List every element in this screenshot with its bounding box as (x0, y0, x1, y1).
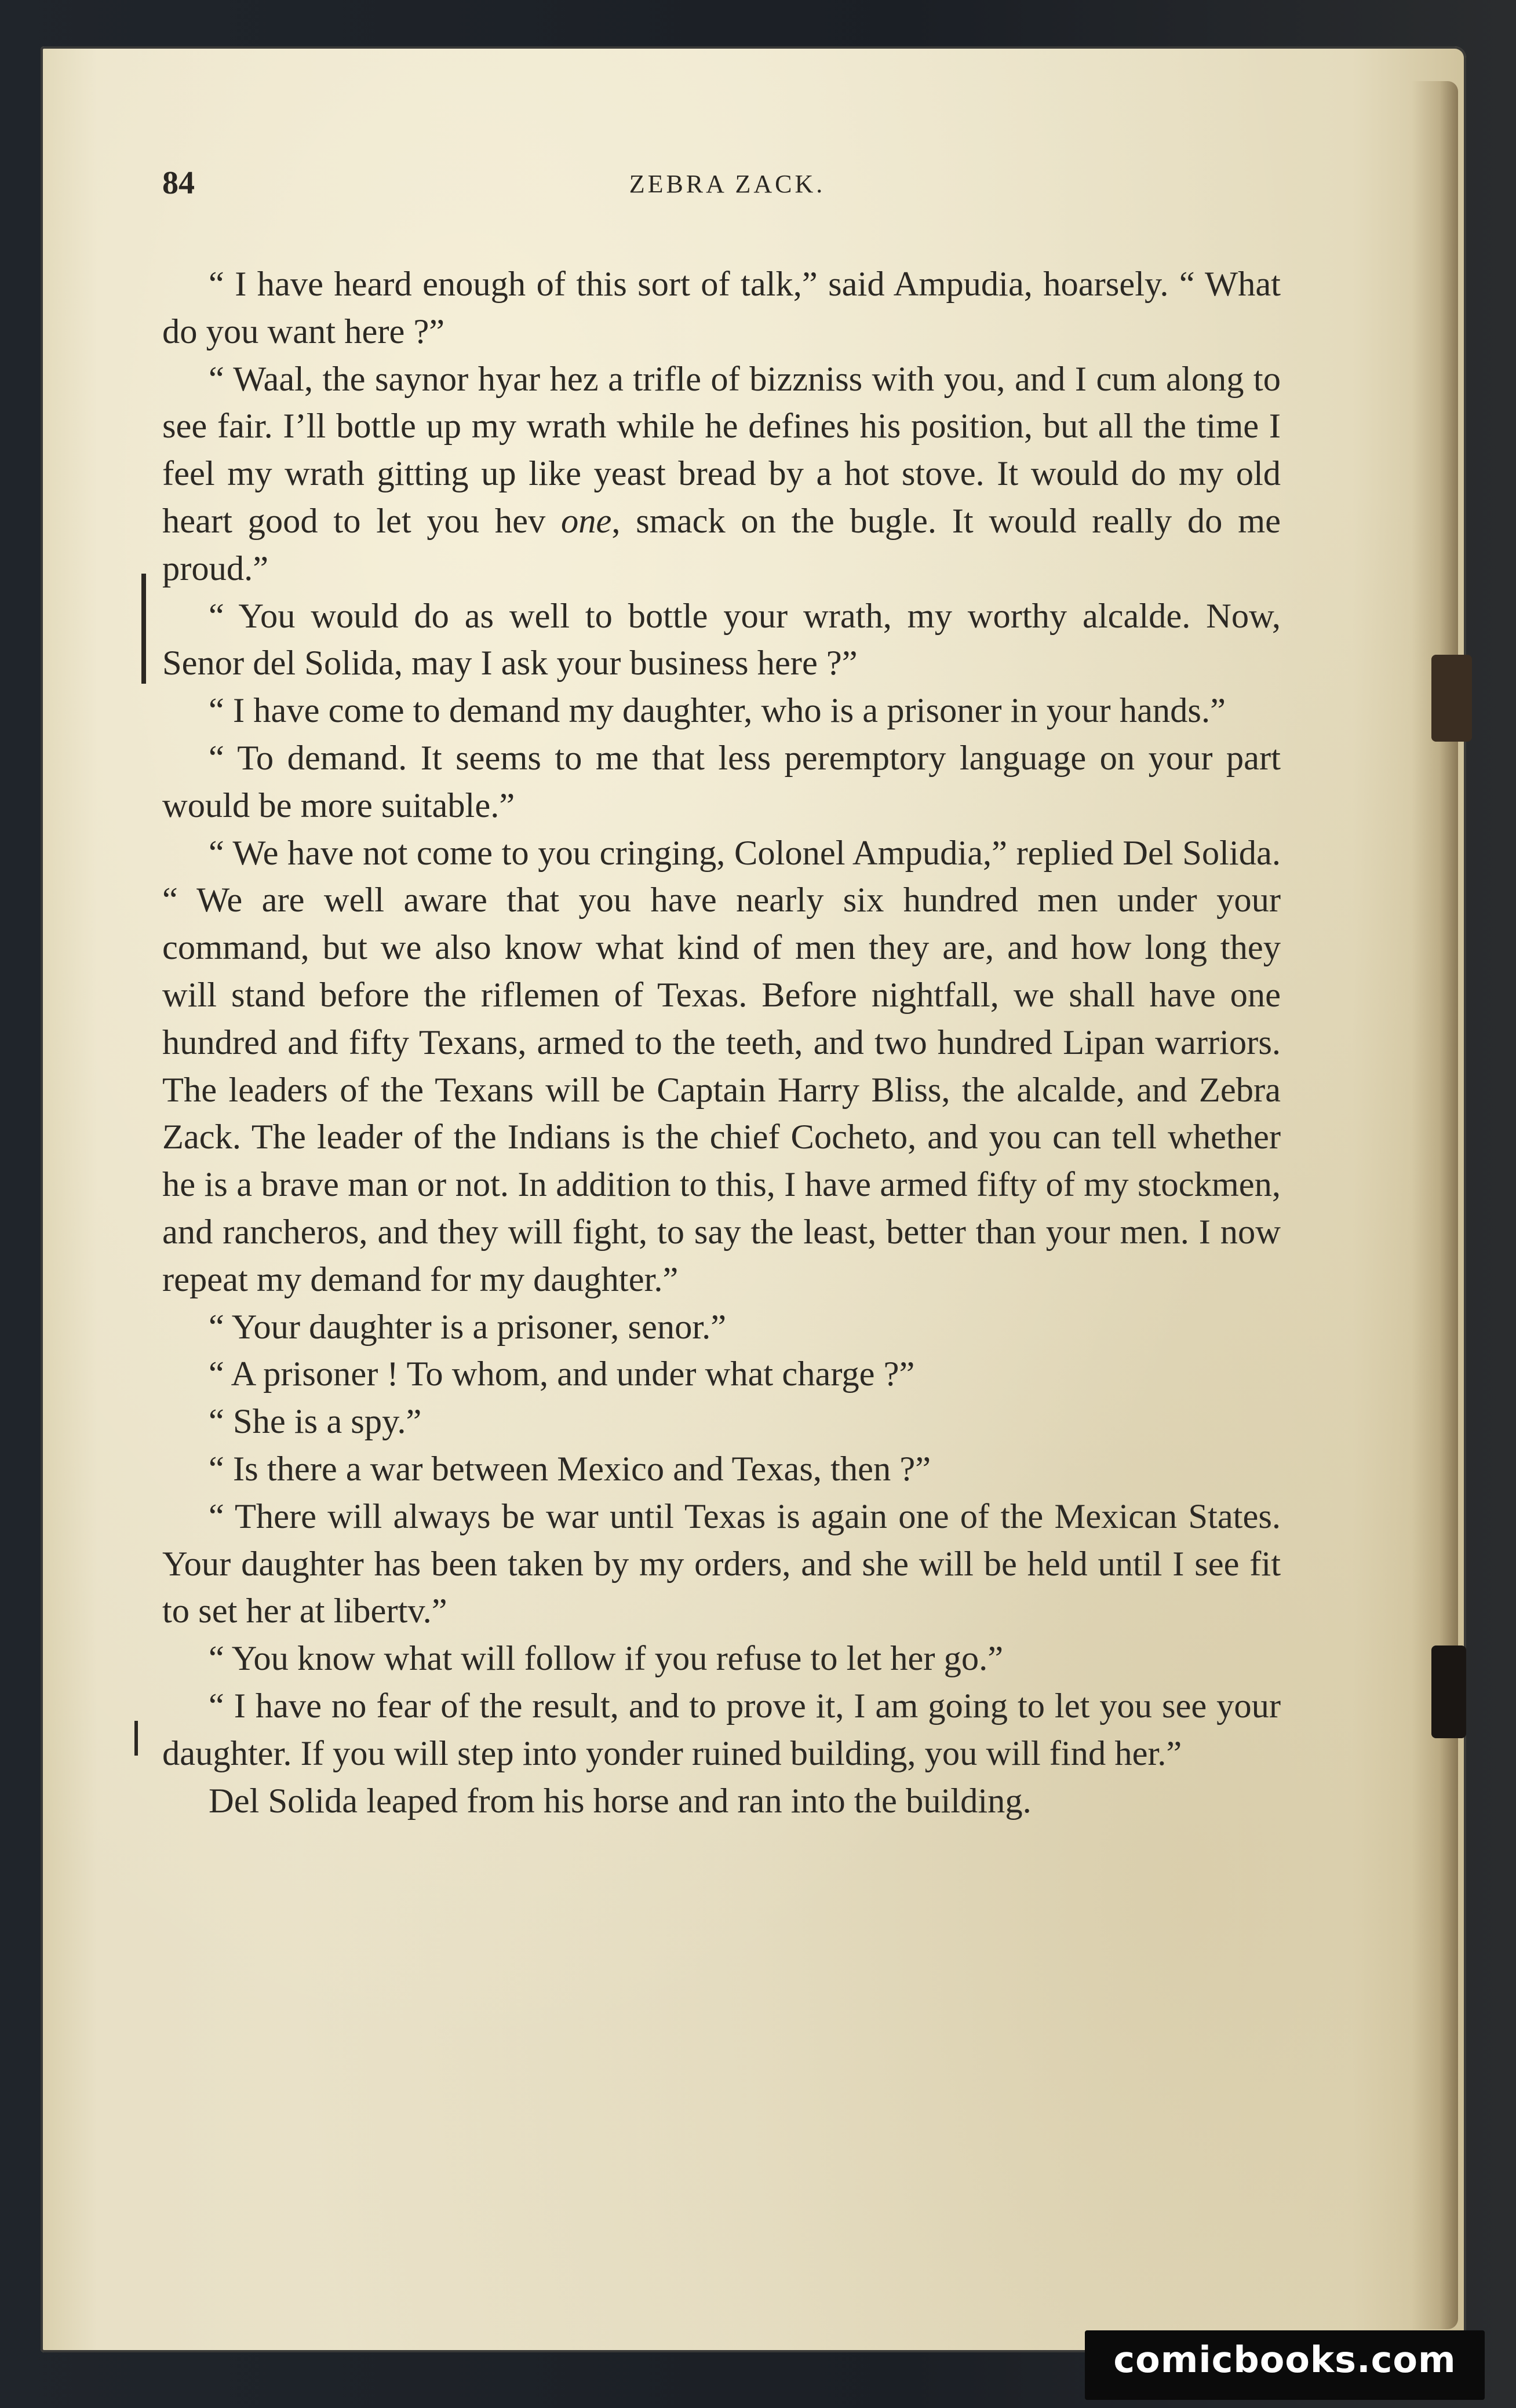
paragraph (162, 356, 1281, 593)
paragraph-text: “ Is there a war between Mexico and Texas, then ?” (209, 1449, 931, 1488)
body-text (162, 261, 1281, 1825)
paragraph-text: “ To demand. It seems to me that less peremptory language on your part would be more suitable.” (162, 738, 1281, 825)
paragraph-text: “ We have not come to you cringing, Colonel Ampudia,” replied Del Solida. “ We are well aware that you have nearly six hundred men under your command, but we also know what kind of men they are, and how long they will stand before the riflemen of Texas. Before nightfall, we shall have one hundred and fifty Texans, armed to the teeth, and two hundred Lipan warriors. The leaders of the Texans will be Captain Harry Bliss, the alcalde, and Zebra Zack. The leader of the Indians is the chief Cocheto, and you can tell whether he is a brave man or not. In addition to this, I have armed fifty of my stockmen, and rancheros, and they will fight, to say the least, better than your men. I now repeat my demand for my daughter.” (162, 833, 1281, 1299)
watermark-text: comicbooks.com (1113, 2338, 1456, 2381)
page-number: 84 (162, 165, 195, 201)
paragraph (162, 735, 1281, 830)
binding-tear-mark (1431, 1646, 1466, 1738)
paragraph (162, 1351, 1281, 1398)
paragraph (162, 830, 1281, 1304)
page-edge-shadow (1412, 81, 1458, 2329)
margin-pencil-mark (134, 1721, 138, 1756)
paragraph-text: “ She is a spy.” (209, 1402, 422, 1442)
paragraph-text: “ A prisoner ! To whom, and under what charge ?” (209, 1355, 915, 1394)
paragraph-text: “ I have come to demand my daughter, who is a prisoner in your hands.” (209, 691, 1226, 731)
margin-pencil-mark (141, 574, 146, 684)
watermark-badge (1085, 2330, 1485, 2400)
paragraph (162, 1778, 1281, 1825)
paragraph-text: Del Solida leaped from his horse and ran into the building. (209, 1781, 1032, 1820)
paragraph-text: “ I have heard enough of this sort of talk,” said Ampudia, hoarsely. “ What do you want here ?” (162, 265, 1281, 351)
paragraph (162, 261, 1281, 356)
paragraph (162, 1683, 1281, 1778)
paragraph-text: “ You know what will follow if you refuse to let her go.” (209, 1639, 1004, 1679)
page-header (162, 165, 1292, 217)
paragraph-text: “ There will always be war until Texas is again one of the Mexican States. Your daughter has been taken by my orders, and she will be held until I see fit to set her at libertv.” (162, 1497, 1281, 1631)
paragraph-text: “ I have no fear of the result, and to prove it, I am going to let you see your daughter. If you will step into yonder ruined building, you will find her.” (162, 1686, 1281, 1773)
paragraph (162, 1635, 1281, 1683)
paragraph (162, 1304, 1281, 1351)
paragraph-text: “ Your daughter is a prisoner, senor.” (209, 1307, 727, 1347)
paragraph (162, 593, 1281, 688)
paragraph (162, 687, 1281, 735)
paragraph (162, 1398, 1281, 1446)
emphasized-text: one (561, 501, 612, 541)
running-title: ZEBRA ZACK. (629, 170, 826, 198)
paragraph (162, 1446, 1281, 1493)
paragraph-text: “ Waal, the saynor hyar hez a trifle of bizzniss with you, and I cum along to see fair. I’ll bottle up my wrath while he defines his position, but all the time I feel my wrath gitting up like yeast bread by a hot stove. It would do my old heart good to let you hev (162, 359, 1281, 541)
paragraph (162, 1493, 1281, 1635)
binding-tear-mark (1431, 655, 1472, 742)
paragraph-text: , smack on the bugle. It would really do me proud.” (162, 501, 1281, 588)
paragraph-text: “ You would do as well to bottle your wrath, my worthy alcalde. Now, Senor del Solida, may I ask your business here ?” (162, 596, 1281, 683)
